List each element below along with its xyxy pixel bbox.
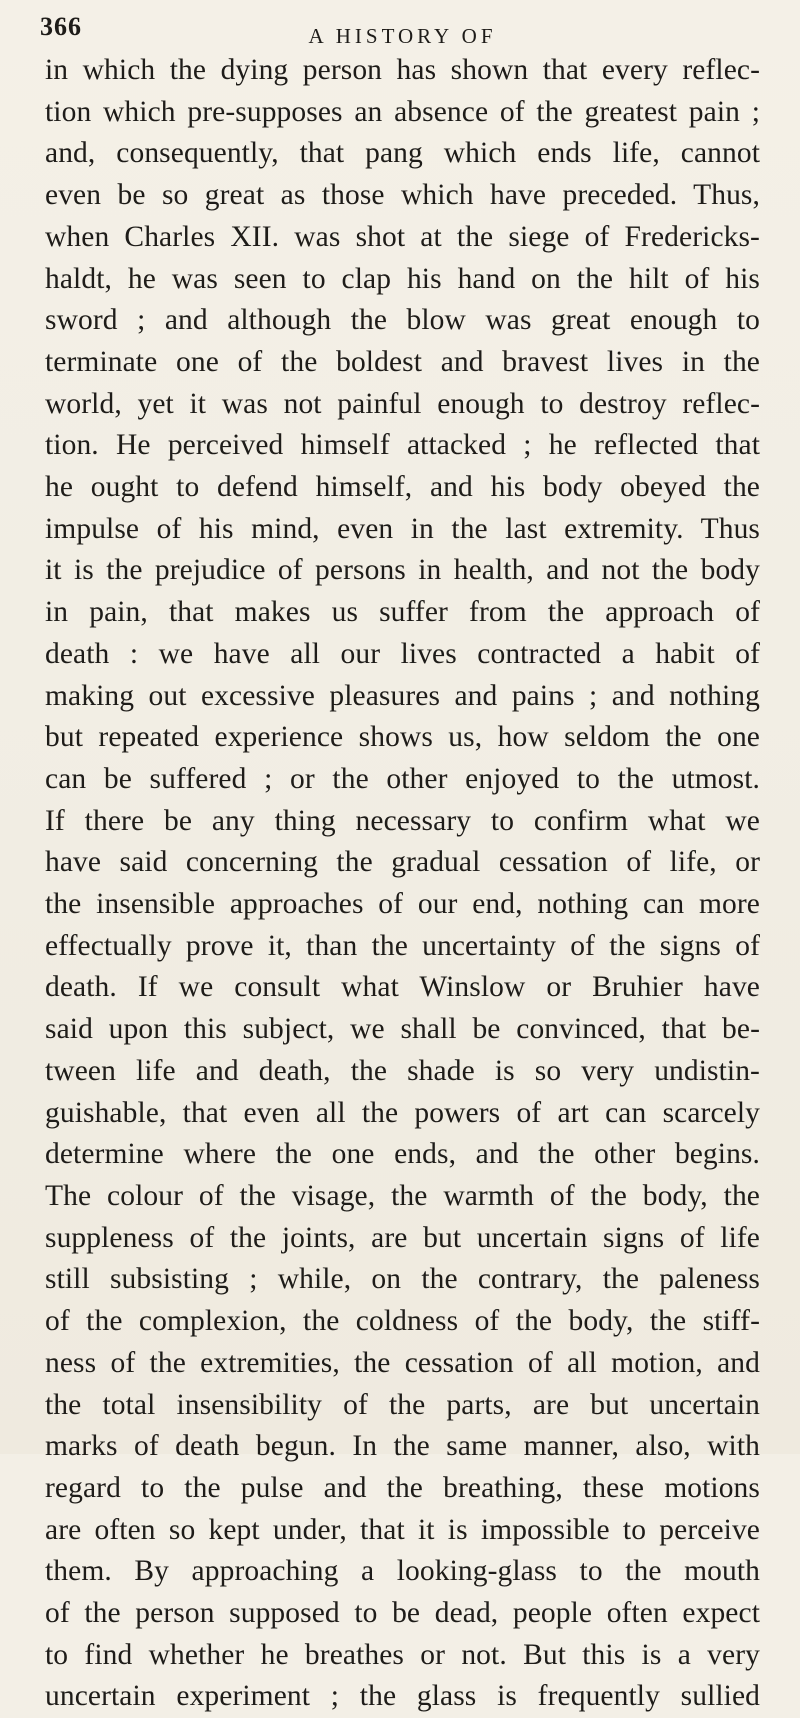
text-line: can be suffered ; or the other enjoyed to the utmost. [45, 762, 760, 795]
text-line: The colour of the visage, the warmth of the body, the [45, 1179, 760, 1212]
text-line: the total insensibility of the parts, are but uncertain [45, 1388, 760, 1421]
text-line: tion which pre-supposes an absence of the greatest pain ; [45, 95, 760, 128]
running-head [40, 10, 760, 50]
text-line: ness of the extremities, the cessation of all motion, and [45, 1346, 760, 1379]
text-line: still subsisting ; while, on the contrary, the paleness [45, 1263, 760, 1296]
text-line: but repeated experience shows us, how seldom the one [45, 721, 760, 754]
text-line: of the complexion, the coldness of the body, the stiff- [45, 1305, 760, 1338]
text-line: and, consequently, that pang which ends life, cannot [45, 137, 760, 170]
text-line: world, yet it was not painful enough to destroy reflec- [45, 387, 760, 420]
text-line: death : we have all our lives contracted a habit of [45, 637, 760, 670]
text-line: making out excessive pleasures and pains ; and nothing [45, 679, 760, 712]
body-text [45, 50, 760, 1718]
text-line: impulse of his mind, even in the last extremity. Thus [45, 512, 760, 545]
text-line: of the person supposed to be dead, people often expect [45, 1597, 760, 1630]
text-line: effectually prove it, than the uncertainty of the signs of [45, 929, 760, 962]
text-line: tween life and death, the shade is so very undistin- [45, 1054, 760, 1087]
text-line: he ought to defend himself, and his body obeyed the [45, 471, 760, 504]
text-line: them. By approaching a looking-glass to the mouth [45, 1555, 760, 1588]
text-line: suppleness of the joints, are but uncertain signs of life [45, 1221, 760, 1254]
text-line: it is the prejudice of persons in health, and not the body [45, 554, 760, 587]
text-line: to find whether he breathes or not. But this is a very [45, 1638, 760, 1671]
text-line: tion. He perceived himself attacked ; he reflected that [45, 429, 760, 462]
text-line: are often so kept under, that it is impossible to perceive [45, 1513, 760, 1546]
text-line: regard to the pulse and the breathing, these motions [45, 1471, 760, 1504]
text-line: guishable, that even all the powers of art can scarcely [45, 1096, 760, 1129]
text-line: even be so great as those which have preceded. Thus, [45, 179, 760, 212]
page-number: 366 [40, 12, 82, 41]
text-line: uncertain experiment ; the glass is frequently sullied [45, 1680, 760, 1713]
text-line: determine where the one ends, and the other begins. [45, 1138, 760, 1171]
text-line: the insensible approaches of our end, nothing can more [45, 888, 760, 921]
text-line: If there be any thing necessary to confirm what we [45, 804, 760, 837]
text-line: sword ; and although the blow was great enough to [45, 304, 760, 337]
text-line: haldt, he was seen to clap his hand on the hilt of his [45, 262, 760, 295]
text-line: death. If we consult what Winslow or Bruhier have [45, 971, 760, 1004]
text-line: in which the dying person has shown that every reflec- [45, 54, 760, 86]
text-line: have said concerning the gradual cessation of life, or [45, 846, 760, 879]
text-line: said upon this subject, we shall be convinced, that be- [45, 1013, 760, 1046]
running-title: A HISTORY OF [308, 24, 497, 48]
text-line: terminate one of the boldest and bravest lives in the [45, 345, 760, 378]
text-line: when Charles XII. was shot at the siege of Fredericks- [45, 220, 760, 253]
text-line: in pain, that makes us suffer from the approach of [45, 596, 760, 629]
text-line: marks of death begun. In the same manner, also, with [45, 1430, 760, 1463]
